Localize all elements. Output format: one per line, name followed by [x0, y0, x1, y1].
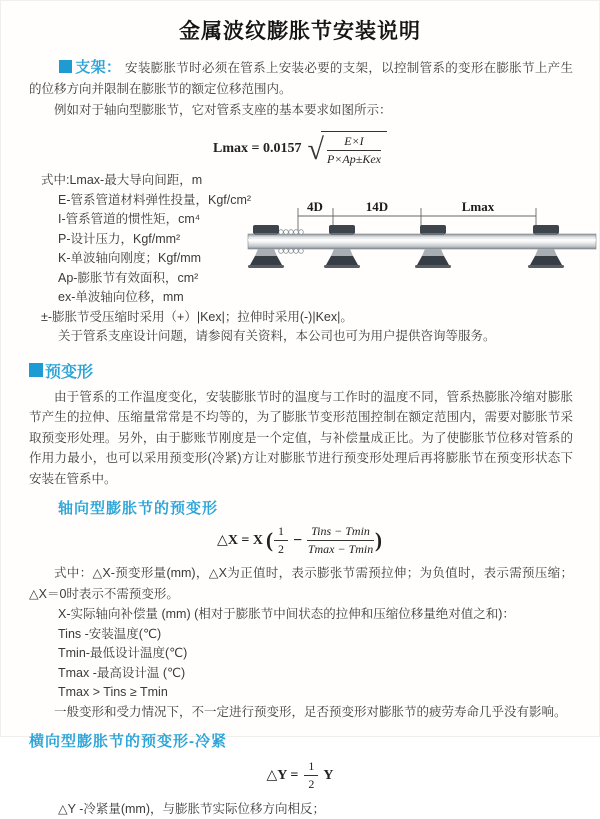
right-paren: ) [374, 528, 382, 552]
pipe-support-diagram [246, 198, 598, 293]
temperature-fraction [307, 524, 374, 557]
definition-line: Ap-膨胀节有效面积，cm² [58, 270, 199, 285]
definition-line: E-管系管道材料弹性投量，Kgf/cm² [58, 192, 252, 207]
lateral-formula-rhs: Y [323, 767, 334, 783]
half-fraction [274, 524, 288, 557]
definition-line: 式中:Lmax-最大导向间距，m [41, 173, 203, 187]
axial-item: Tmax > Tins ≥ Tmin [58, 685, 168, 699]
definition-line: K-单波轴向刚度；Kgf/mm [58, 251, 202, 265]
axial-formula-lhs: △X = X [217, 533, 264, 548]
axial-explain-paragraph: 式中：△X-预变形量(mm)，△X为正值时，表示膨张节需预拉伸；为负值时，表示需预压缩；△X＝0时表示不需预变形。 [29, 566, 573, 601]
definition-line: 关于管系支座设计问题，请参阅有关资料，本公司也可为用户提供咨询等服务。 [58, 329, 496, 343]
support-intro-text: 安装膨胀节时必须在管系上安装必要的支架，以控制管系的变形在膨胀节上产生的位移方向并限制在膨胀节的额定位移范围内。 [29, 61, 573, 96]
predeform-heading-label: 预变形 [45, 363, 94, 381]
definition-line: I-管系管道的惯性矩，cm⁴ [58, 212, 201, 226]
radical-sign: √ [307, 132, 324, 166]
axial-formula [1, 524, 599, 557]
left-paren: ( [266, 528, 274, 552]
definition-line: P-设计压力，Kgf/mm² [58, 231, 181, 246]
lmax-formula-lhs: Lmax = 0.0157 [213, 141, 302, 156]
lmax-formula-numerator: E×I [327, 134, 381, 151]
definition-line: ex-单波轴向位移，mm [58, 290, 184, 304]
half-denominator: 2 [308, 777, 315, 791]
lateral-note: △Y -冷紧量(mm)，与膨胀节实际位移方向相反； [58, 802, 326, 816]
sqrt-expression [308, 131, 387, 167]
page-title: 金属波纹膨胀节安装说明 [179, 20, 421, 43]
pipe [248, 234, 596, 249]
predeform-paragraph: 由于管系的工作温度变化，安装膨胀节时的温度与工作时的温度不同，管系热膨胀冷缩对膨胀节产生的拉伸、压缩量常常是不均等的，为了膨胀节变形范围控制在额定范围内，需要对膨胀节采取预变形处理。另外，由于膨账节刚度是一个定值，与补偿量成正比。为了使膨胀节位移对管系的作用力最小，也可以采用预变形(冷紧)方让对膨胀节进行预变形处理后再将膨胀节在预变形状态下安装在管系中。 [29, 389, 573, 486]
support-example-line: 例如对于轴向型膨胀节，它对管系支座的基本要求如图所示： [54, 103, 392, 117]
lmax-formula [1, 131, 599, 167]
temp-denominator: Tmax − Tmin [307, 542, 374, 556]
support-heading-label: 支架： [75, 59, 122, 76]
half-numerator: 1 [274, 524, 288, 541]
half-fraction [304, 759, 318, 792]
axial-item: Tmin-最低设计温度(℃) [58, 646, 188, 660]
axial-items-block [54, 605, 573, 722]
axial-item: Tmax -最高设计温 (℃) [58, 665, 186, 680]
lateral-formula-lhs: △Y = [266, 768, 299, 783]
half-denominator: 2 [278, 542, 285, 556]
dim-label-4d: 4D [307, 199, 323, 214]
temp-numerator: Tins − Tmin [307, 524, 374, 541]
dim-label-14d: 14D [365, 199, 389, 214]
lateral-sub-heading: 横向型膨胀节的预变形-冷紧 [29, 733, 227, 750]
dim-label-lmax: Lmax [461, 199, 495, 214]
lateral-formula [1, 759, 599, 792]
axial-sub-heading: 轴向型膨胀节的预变形 [58, 500, 219, 517]
definition-line: ±-膨胀节受压缩时采用（+）|Kex|；拉伸时采用(-)|Kex|。 [41, 309, 353, 324]
minus-sign: − [293, 531, 303, 549]
axial-item: 一般变形和受力情况下，不一定进行预变形，足否预变形对膨胀节的疲劳寿命几乎没有影响。 [54, 704, 567, 719]
lmax-formula-denominator: P×Ap±Kex [326, 152, 381, 166]
support-section-heading [59, 59, 121, 76]
square-bullet-icon [29, 363, 43, 377]
support-paragraph [29, 57, 573, 100]
axial-item: Tins -安装温度(℃) [58, 626, 162, 641]
predeform-section-heading [29, 359, 599, 382]
half-numerator: 1 [304, 759, 318, 776]
definitions-block [29, 171, 599, 347]
square-bullet-icon [59, 60, 72, 73]
axial-item: X-实际轴向补偿量 (mm) (相对于膨胀节中间状态的拉伸和压缩位移量绝对值之和)： [58, 607, 515, 621]
